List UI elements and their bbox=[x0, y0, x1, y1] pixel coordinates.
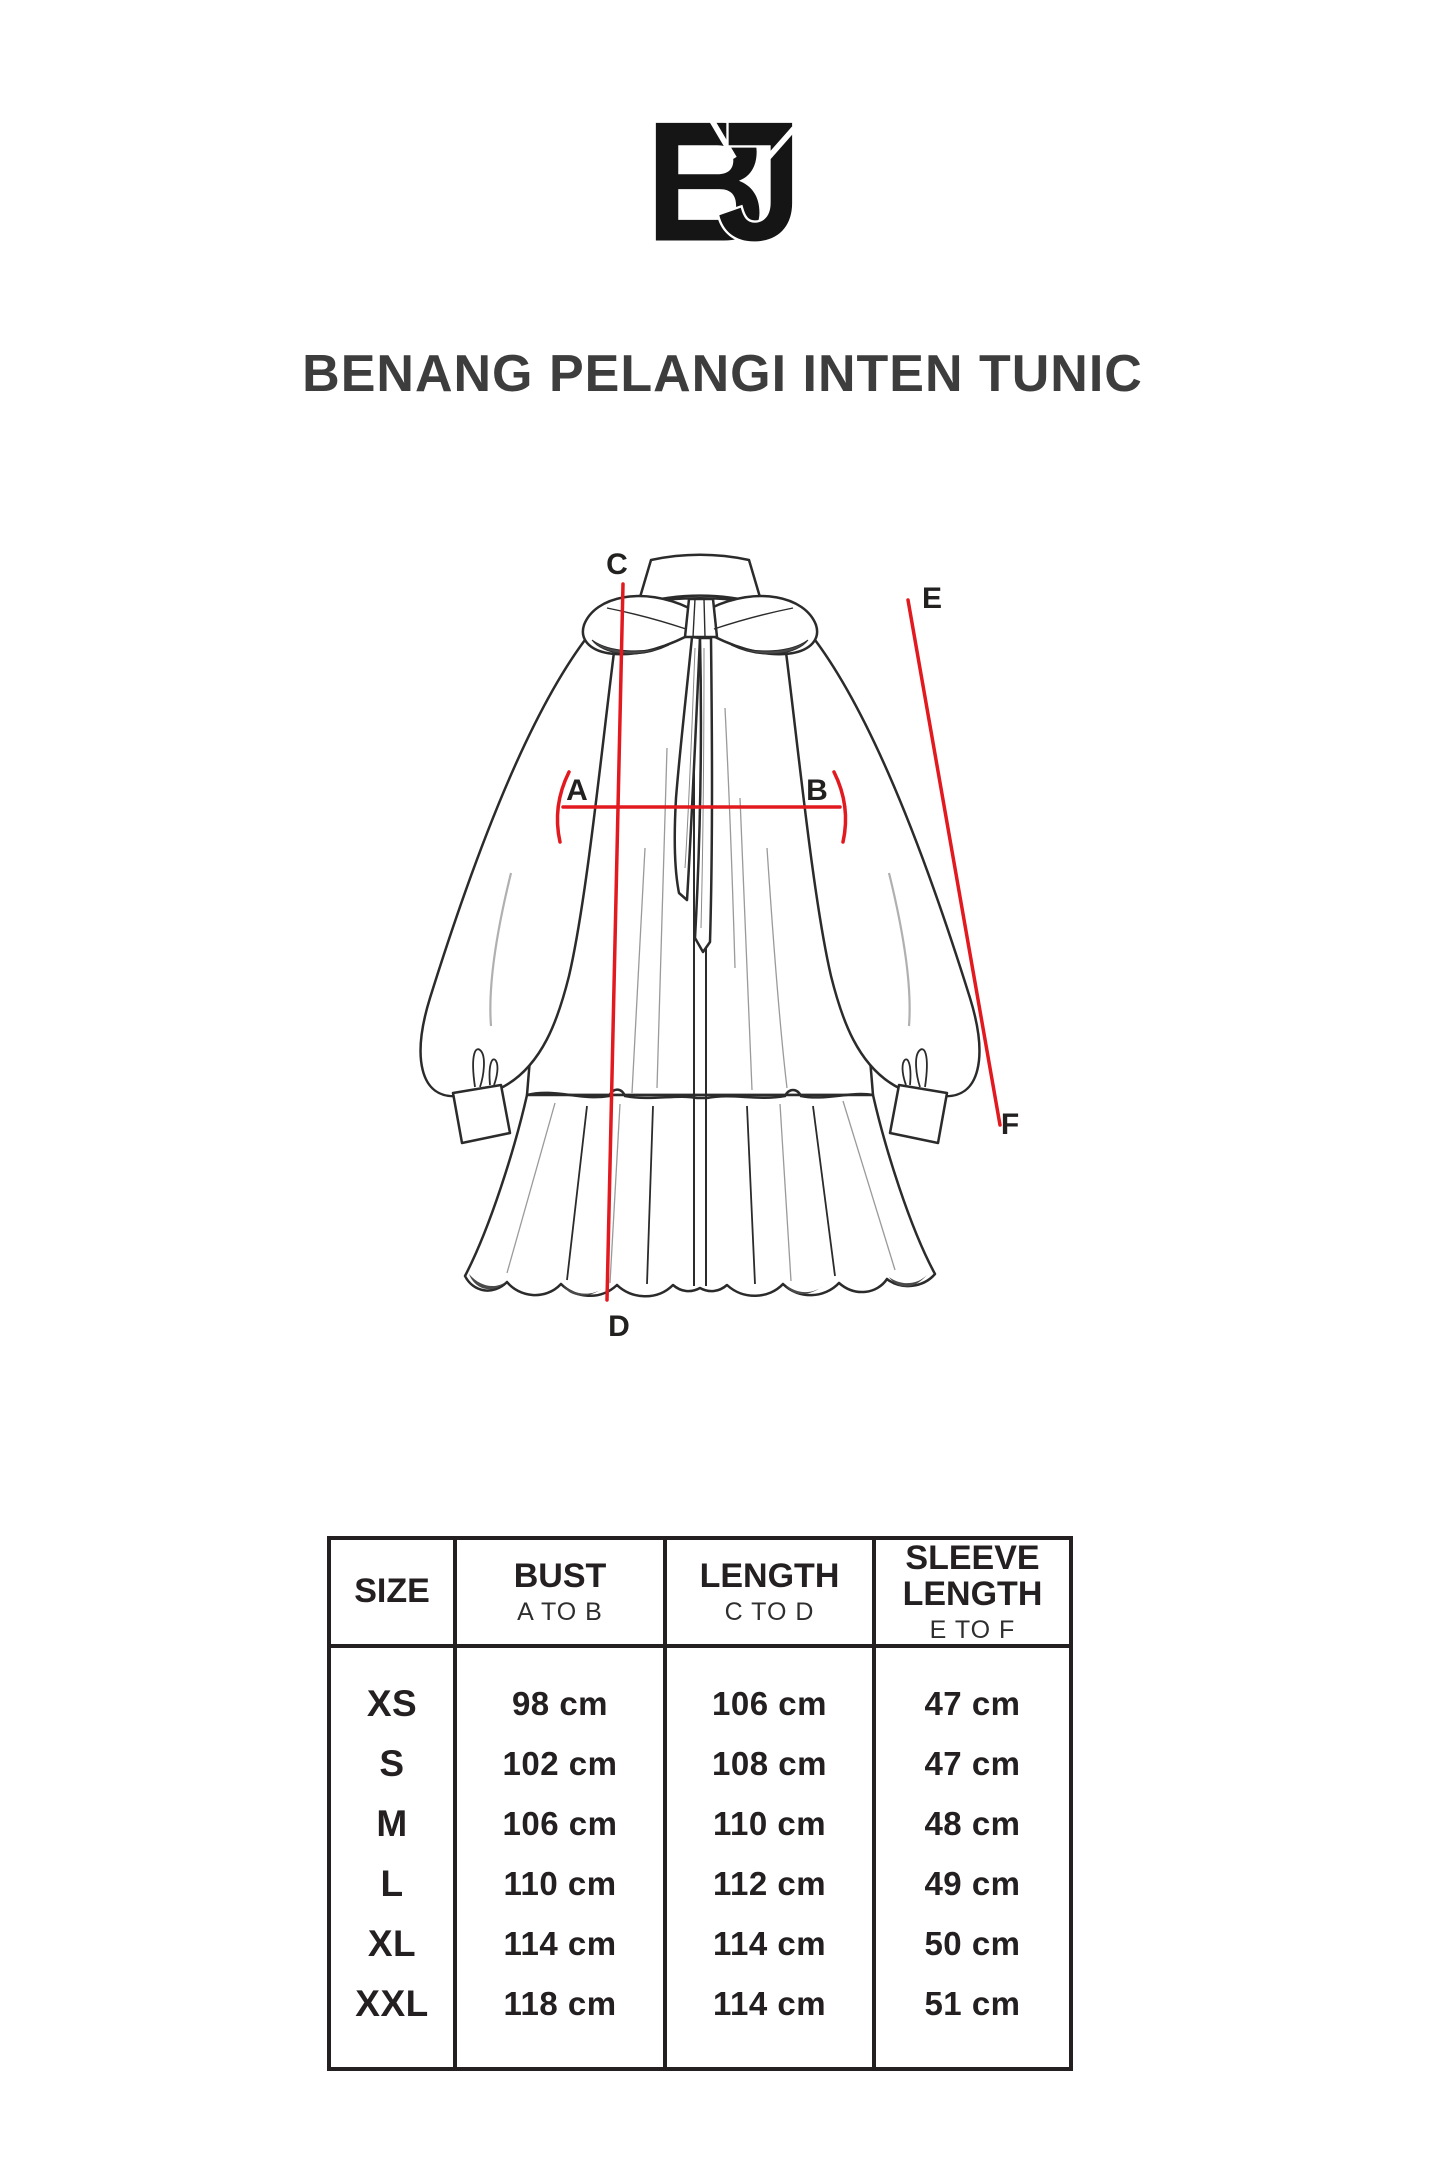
bust-value: 110 cm bbox=[503, 1865, 617, 1902]
size-label: M bbox=[376, 1803, 408, 1844]
column-header-label: SIZE bbox=[354, 1572, 430, 1611]
left-cuff bbox=[453, 1085, 510, 1143]
length-value: 114 cm bbox=[712, 1925, 827, 1962]
size-label: XS bbox=[366, 1683, 418, 1724]
length-value: 108 cm bbox=[712, 1745, 827, 1782]
label-a: A bbox=[566, 774, 588, 807]
sleeve-value: 47 cm bbox=[924, 1745, 1021, 1782]
size-label: XXL bbox=[355, 1983, 429, 2024]
size-label: L bbox=[380, 1863, 404, 1904]
column-header-bust bbox=[457, 1540, 667, 1648]
sleeve-value: 49 cm bbox=[924, 1865, 1021, 1902]
size-label: XL bbox=[367, 1923, 417, 1964]
sleeve-value: 48 cm bbox=[924, 1805, 1021, 1842]
brand-logo bbox=[654, 121, 794, 247]
label-e: E bbox=[921, 582, 943, 615]
column-header-label: SLEEVE LENGTH bbox=[902, 1539, 1043, 1613]
size-column bbox=[331, 1648, 457, 2067]
length-column bbox=[667, 1648, 876, 2067]
bust-value: 98 cm bbox=[511, 1685, 609, 1722]
tunic-flat-sketch bbox=[395, 548, 1035, 1348]
bust-column bbox=[457, 1648, 667, 2067]
label-f: F bbox=[1000, 1108, 1020, 1141]
length-value: 110 cm bbox=[712, 1805, 827, 1842]
bust-value: 118 cm bbox=[503, 1985, 617, 2022]
sleeve-value: 51 cm bbox=[924, 1985, 1021, 2022]
column-header-sub: E TO F bbox=[929, 1615, 1016, 1644]
size-label: S bbox=[379, 1743, 405, 1784]
sleeve-value: 50 cm bbox=[924, 1925, 1021, 1962]
bust-value: 106 cm bbox=[502, 1805, 618, 1842]
label-d: D bbox=[608, 1310, 630, 1343]
garment-measurement-diagram bbox=[395, 548, 1035, 1348]
column-header-label: LENGTH bbox=[699, 1557, 840, 1596]
bj-monogram-icon bbox=[654, 121, 794, 242]
sleeve-length-column bbox=[876, 1648, 1069, 2067]
column-header-sleeve-length bbox=[876, 1540, 1069, 1648]
column-header-size bbox=[331, 1540, 457, 1648]
length-value: 106 cm bbox=[712, 1685, 827, 1722]
column-header-sub: A TO B bbox=[517, 1597, 603, 1626]
right-cuff bbox=[890, 1085, 947, 1143]
bust-value: 114 cm bbox=[503, 1925, 617, 1962]
sleeve-value: 47 cm bbox=[924, 1685, 1021, 1722]
bust-value: 102 cm bbox=[502, 1745, 618, 1782]
bow-knot bbox=[685, 599, 717, 637]
length-value: 112 cm bbox=[712, 1865, 827, 1902]
size-chart-table bbox=[327, 1536, 1073, 2071]
column-header-length bbox=[667, 1540, 876, 1648]
length-value: 114 cm bbox=[712, 1985, 827, 2022]
product-title: BENANG PELANGI INTEN TUNIC bbox=[302, 345, 1143, 403]
tunic-ruffle-tier bbox=[465, 1095, 935, 1296]
label-b: B bbox=[806, 774, 828, 807]
column-header-label: BUST bbox=[513, 1557, 607, 1596]
column-header-sub: C TO D bbox=[724, 1597, 815, 1626]
label-c: C bbox=[606, 548, 628, 581]
